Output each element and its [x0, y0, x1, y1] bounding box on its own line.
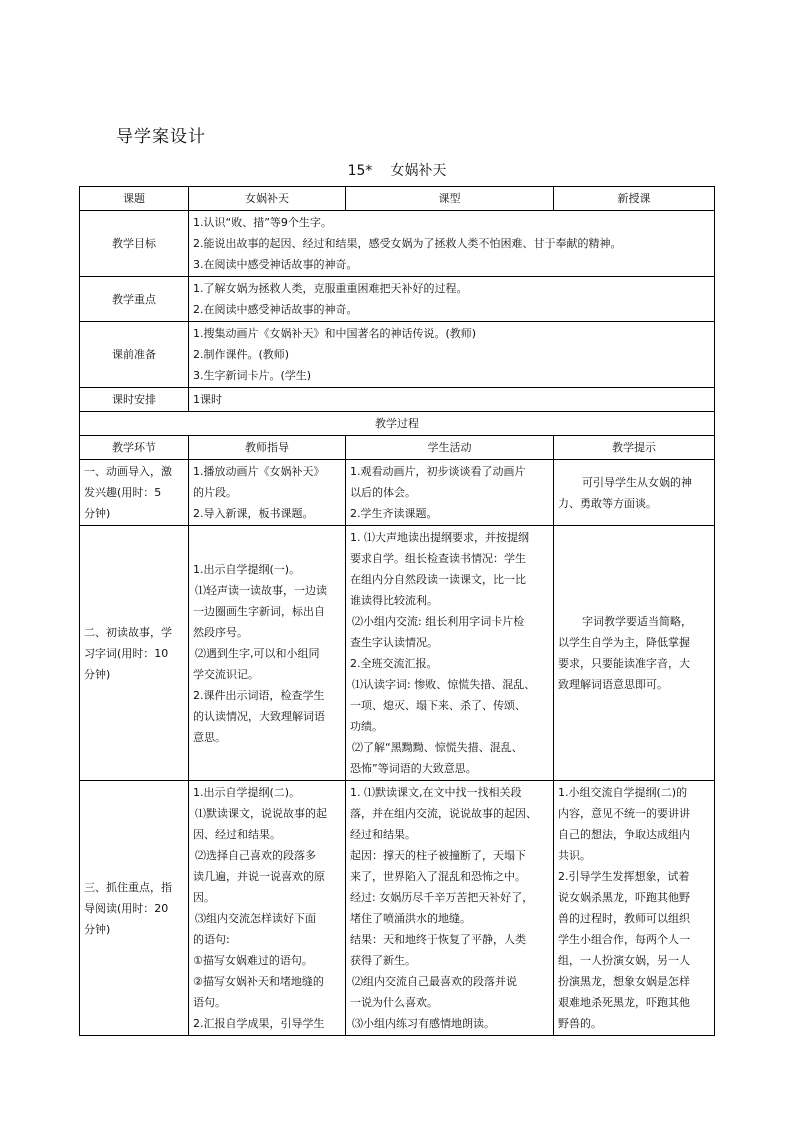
student-line: 2.全班交流汇报。 — [350, 657, 438, 670]
stage-line: 分钟) — [84, 922, 111, 936]
teacher-line: ⑴默读课文，说说故事的起 — [195, 807, 327, 820]
student-line: 要求自学。组长检查读书情况：学生 — [350, 552, 526, 565]
focus-line: 1.了解女娲为拯救人类，克服重重困难把天补好的过程。 — [193, 282, 468, 295]
header-stage: 教学环节 — [80, 436, 189, 460]
teacher-line: 的片段。 — [193, 486, 237, 499]
tip-line: 野兽的。 — [558, 1017, 602, 1030]
lesson-title — [0, 160, 794, 180]
teacher-line: ②描写女娲补天和堵地缝的 — [193, 975, 324, 988]
tip-line: 要求，只要能读准字音，大 — [558, 657, 690, 670]
type-value: 新授课 — [554, 187, 715, 211]
student-line: 来了，世界陷入了混乱和恐怖之中。 — [350, 870, 526, 883]
student-line: 起因：撑天的柱子被撞断了，天塌下 — [350, 849, 526, 862]
topic-value: 女娲补天 — [189, 187, 346, 211]
process-title: 教学过程 — [80, 412, 715, 436]
tip-line: 组，一人扮演女娲，另一人 — [558, 954, 690, 967]
student-line: ⑴认读字词: 惨败、惊慌失措、混乱、 — [352, 678, 536, 691]
tip-line: 致理解词语意思即可。 — [558, 678, 668, 691]
teacher-line: 2.课件出示词语，检查学生 — [193, 688, 325, 702]
focus-label: 教学重点 — [80, 277, 189, 322]
tip-line: 艰难地杀死黑龙，吓跑其他 — [558, 996, 690, 1009]
tip-cell — [554, 460, 715, 526]
student-line: 查生字认读情况。 — [350, 636, 438, 649]
header-tip: 教学提示 — [554, 436, 715, 460]
student-line: 1.观看动画片，初步谈谈看了动画片 — [350, 465, 526, 478]
student-line: 经过: 女娲历尽千辛万苦把天补好了， — [350, 891, 534, 904]
tip-line: 扮演黑龙，想象女娲是怎样 — [558, 975, 690, 988]
prep-label: 课前准备 — [80, 322, 189, 388]
goals-label: 教学目标 — [80, 211, 189, 277]
student-line: 以后的体会。 — [350, 486, 416, 499]
stage-line: 三、抓住重点，指 — [84, 880, 172, 894]
tip-cell — [554, 526, 715, 781]
process-row — [80, 460, 715, 526]
stage-line: 分钟) — [84, 507, 111, 520]
student-line: 一说为什么喜欢。 — [350, 996, 438, 1009]
tip-line: 2.引导学生发挥想象，试着 — [558, 870, 690, 883]
goal-line: 1.认识“败、措”等9个生字。 — [193, 216, 332, 229]
student-line: 谁读得比较流利。 — [350, 594, 438, 607]
teacher-line: 语句。 — [193, 996, 226, 1009]
student-cell — [346, 460, 554, 526]
stage-line: 导阅读(用时：20 — [84, 901, 169, 915]
header-student: 学生活动 — [346, 436, 554, 460]
teacher-line: 1.出示自学提纲(二)。 — [193, 786, 301, 799]
teacher-line: 因。 — [193, 891, 215, 904]
tip-line: 力、勇敢等方面谈。 — [558, 496, 657, 510]
tip-line: 字词教学要适当简略， — [582, 615, 692, 628]
stage-line: 一、动画导入，激 — [84, 465, 172, 478]
lesson-plan-table — [79, 186, 715, 1036]
teacher-line: 2.汇报自学成果，引导学生 — [193, 1017, 325, 1030]
tip-line: 内容，意见不统一的要讲讲 — [558, 807, 690, 820]
prep-line: 3.生字新词卡片。(学生) — [193, 369, 312, 382]
teacher-line: 一边圈画生字新词，标出自 — [193, 604, 325, 618]
prep-line: 2.制作课件。(教师) — [193, 348, 290, 361]
teacher-line: 读几遍，并说一说喜欢的原 — [193, 870, 325, 883]
student-line: 1. ⑴大声地读出提纲要求，并按提纲 — [350, 531, 529, 544]
teacher-line: 因、经过和结果。 — [193, 828, 281, 841]
teacher-line: 1.播放动画片《女娲补天》 — [193, 465, 325, 478]
student-line: 堵住了喷涌洪水的地缝。 — [350, 912, 471, 925]
student-line: 经过和结果。 — [350, 828, 416, 841]
header-teacher: 教师指导 — [189, 436, 346, 460]
teacher-cell — [189, 781, 346, 1036]
process-row — [80, 781, 715, 1036]
student-line: 恐怖”等词语的大致意思。 — [350, 762, 477, 775]
stage-cell — [80, 460, 189, 526]
tip-line: 可引导学生从女娲的神 — [582, 475, 692, 489]
teacher-line: ⑴轻声读一读故事，一边读 — [195, 583, 327, 597]
prep-line: 1.搜集动画片《女娲补天》和中国著名的神话传说。(教师) — [193, 327, 477, 340]
teacher-line: 2.导入新课，板书课题。 — [193, 507, 314, 520]
student-line: 结果：天和地终于恢复了平静，人类 — [350, 933, 526, 946]
student-line: 一项、熄灭、塌下来、杀了、传颂、 — [350, 699, 526, 712]
topic-label: 课题 — [80, 187, 189, 211]
tip-line: 兽的过程时，教师可以组织 — [558, 912, 690, 925]
page-heading: 导学案设计 — [116, 127, 206, 147]
teacher-line: ⑵遇到生字,可以和小组同 — [195, 646, 320, 660]
teacher-line: 意思。 — [193, 730, 226, 744]
time-label: 课时安排 — [80, 388, 189, 412]
student-cell — [346, 781, 554, 1036]
type-label: 课型 — [346, 187, 554, 211]
tip-cell — [554, 781, 715, 1036]
focus-line: 2.在阅读中感受神话故事的神奇。 — [193, 303, 358, 316]
goal-line: 3.在阅读中感受神话故事的神奇。 — [193, 258, 358, 271]
student-line: 落，并在组内交流，说说故事的起因、 — [350, 807, 537, 820]
process-row — [80, 526, 715, 781]
prep-cell — [189, 322, 715, 388]
goal-line: 2.能说出故事的起因、经过和结果，感受女娲为了拯救人类不怕困难、甘于奉献的精神。 — [193, 237, 622, 250]
teacher-line: 学交流识记。 — [193, 667, 259, 681]
student-line: 获得了新生。 — [350, 954, 416, 967]
stage-line: 二、初读故事，学 — [84, 625, 172, 639]
teacher-line: ⑵选择自己喜欢的段落多 — [195, 849, 316, 862]
teacher-line: 1.出示自学提纲(一)。 — [193, 562, 301, 576]
tip-line: 自己的想法，争取达成组内 — [558, 828, 690, 841]
student-line: 在组内分自然段读一读课文，比一比 — [350, 573, 526, 586]
tip-line: 说女娲杀黑龙，吓跑其他野 — [558, 891, 690, 904]
teacher-line: ⑶组内交流怎样读好下面 — [195, 912, 316, 925]
focus-cell — [189, 277, 715, 322]
tip-line: 学生小组合作，每两个人一 — [558, 933, 690, 946]
student-line: 2.学生齐读课题。 — [350, 507, 438, 520]
teacher-cell — [189, 526, 346, 781]
student-cell — [346, 526, 554, 781]
stage-cell — [80, 781, 189, 1036]
stage-line: 习字词(用时：10 — [84, 646, 169, 660]
tip-line: 1.小组交流自学提纲(二)的 — [558, 786, 688, 799]
tip-line: 以学生自学为主，降低掌握 — [558, 636, 690, 649]
time-value: 1课时 — [189, 388, 715, 412]
tip-line: 共识。 — [558, 849, 591, 862]
teacher-cell — [189, 460, 346, 526]
student-line: 1. ⑴默读课文,在文中找一找相关段 — [350, 786, 522, 799]
lesson-number: 15* — [347, 163, 373, 179]
stage-line: 发兴趣(用时：5 — [84, 486, 162, 499]
stage-cell — [80, 526, 189, 781]
student-line: ⑵组内交流自己最喜欢的段落并说 — [352, 975, 517, 988]
teacher-line: ①描写女娲难过的语句。 — [193, 954, 313, 967]
student-line: ⑵小组内交流: 组长利用字词卡片检 — [352, 615, 525, 628]
stage-line: 分钟) — [84, 667, 111, 681]
teacher-line: 的认读情况，大致理解词语 — [193, 709, 325, 723]
student-line: ⑵了解“黑黝黝、惊慌失措、混乱、 — [352, 741, 523, 754]
lesson-name: 女娲补天 — [390, 163, 447, 179]
teacher-line: 的语句: — [193, 933, 230, 946]
teacher-line: 然段序号。 — [193, 625, 248, 639]
student-line: 功绩。 — [350, 720, 383, 733]
student-line: ⑶小组内练习有感情地朗读。 — [352, 1017, 495, 1030]
goals-cell — [189, 211, 715, 277]
